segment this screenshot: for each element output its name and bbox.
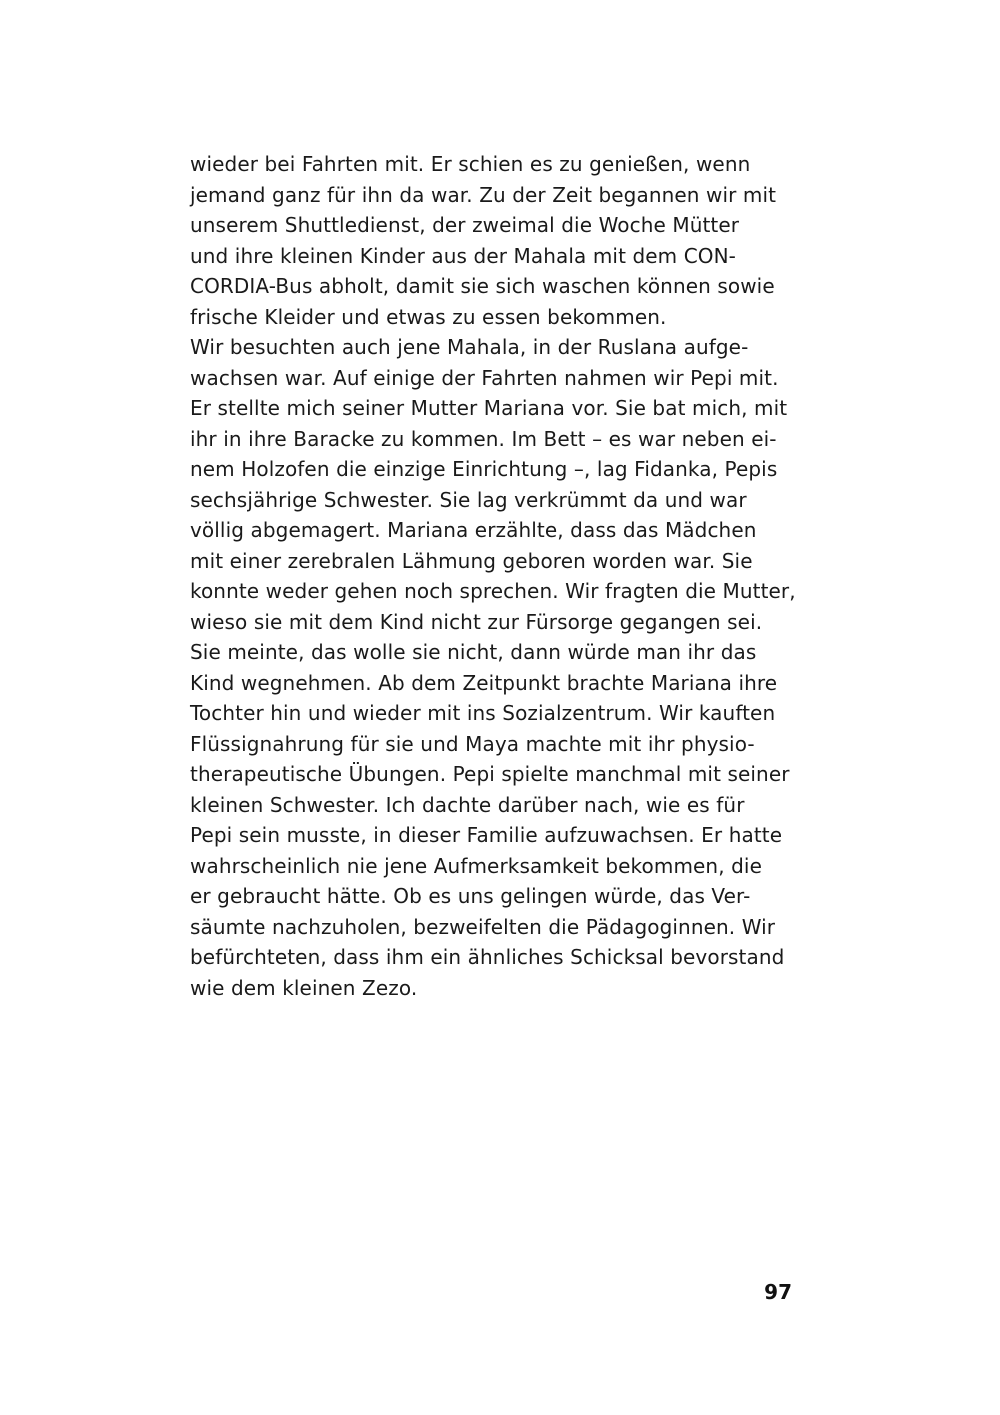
text-line: konnte weder gehen noch sprechen. Wir fragten die Mutter,: [190, 579, 796, 603]
text-line: Pepi sein musste, in dieser Familie aufzuwachsen. Er hatte: [190, 823, 783, 847]
page-number: 97: [764, 1280, 792, 1304]
text-line: unserem Shuttledienst, der zweimal die Woche Mütter: [190, 213, 740, 237]
text-line: therapeutische Übungen. Pepi spielte manchmal mit seiner: [190, 762, 790, 786]
text-line: Sie meinte, das wolle sie nicht, dann würde man ihr das: [190, 640, 757, 664]
text-line: wahrscheinlich nie jene Aufmerksamkeit bekommen, die: [190, 853, 762, 878]
text-line: Kind wegnehmen. Ab dem Zeitpunkt brachte Mariana ihre: [190, 670, 778, 695]
text-line: säumte nachzuholen, bezweifelten die Pädagoginnen. Wir: [190, 914, 776, 939]
text-line: CORDIA-Bus abholt, damit sie sich waschen können sowie: [190, 274, 775, 298]
text-line: wachsen war. Auf einige der Fahrten nahmen wir Pepi mit.: [190, 365, 779, 390]
text-line: Er stellte mich seiner Mutter Mariana vor. Sie bat mich, mit: [190, 396, 788, 420]
text-line: sechsjährige Schwester. Sie lag verkrümmt da und war: [190, 487, 747, 512]
text-line: Wir besuchten auch jene Mahala, in der Ruslana aufge-: [190, 335, 749, 359]
text-line: mit einer zerebralen Lähmung geboren worden war. Sie: [190, 548, 753, 573]
text-line: Flüssignahrung für sie und Maya machte mit ihr physio-: [190, 731, 755, 756]
text-line: ihr in ihre Baracke zu kommen. Im Bett – es war neben ei-: [190, 426, 777, 451]
text-line: wieso sie mit dem Kind nicht zur Fürsorge gegangen sei.: [190, 609, 763, 634]
text-line: völlig abgemagert. Mariana erzählte, dass das Mädchen: [190, 518, 757, 542]
text-line: nem Holzofen die einzige Einrichtung –, lag Fidanka, Pepis: [190, 457, 778, 481]
text-line: Tochter hin und wieder mit ins Sozialzentrum. Wir kauften: [190, 701, 776, 725]
text-line: jemand ganz für ihn da war. Zu der Zeit begannen wir mit: [190, 182, 777, 207]
text-line: frische Kleider und etwas zu essen bekommen.: [190, 304, 667, 329]
body-text: [190, 149, 810, 1003]
text-line: kleinen Schwester. Ich dachte darüber nach, wie es für: [190, 792, 745, 817]
text-line: wie dem kleinen Zezo.: [190, 975, 418, 1000]
text-line: wieder bei Fahrten mit. Er schien es zu genießen, wenn: [190, 152, 751, 176]
text-line: er gebraucht hätte. Ob es uns gelingen würde, das Ver-: [190, 884, 751, 908]
text-line: und ihre kleinen Kinder aus der Mahala mit dem CON-: [190, 243, 736, 268]
text-line: befürchteten, dass ihm ein ähnliches Schicksal bevorstand: [190, 945, 785, 969]
